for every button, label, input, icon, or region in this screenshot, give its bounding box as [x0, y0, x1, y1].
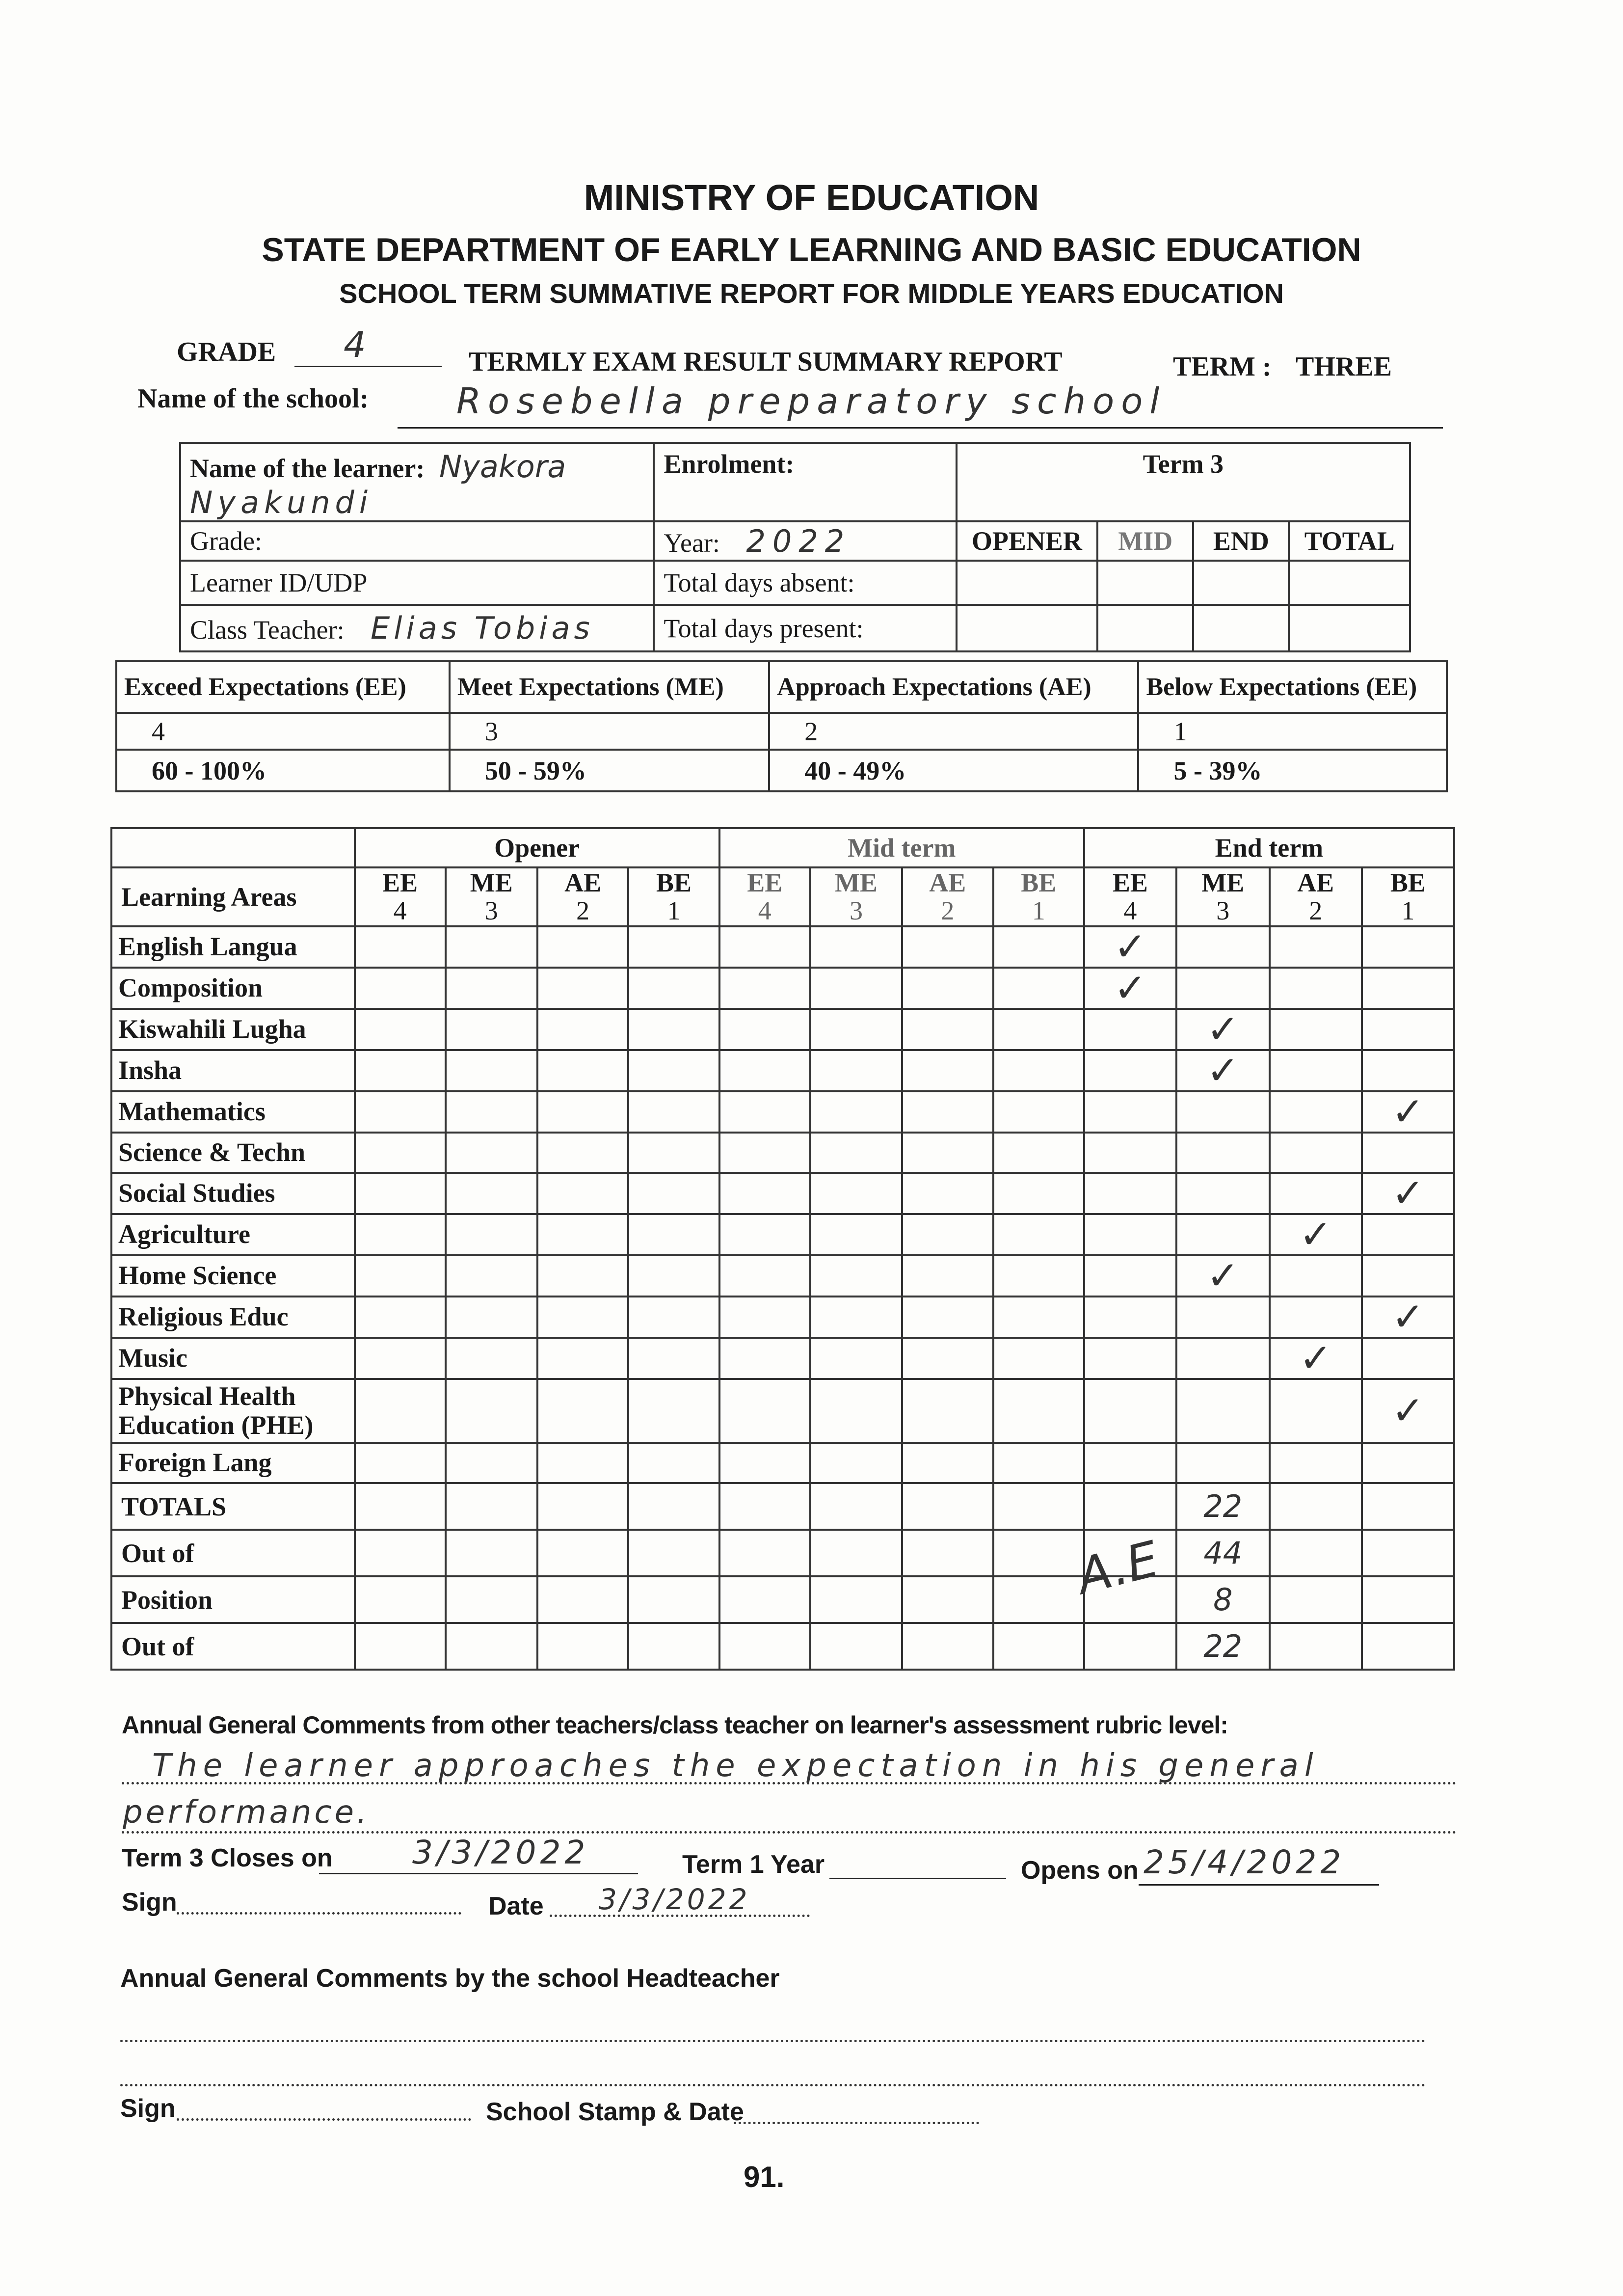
year-value: 2022	[746, 523, 851, 559]
level-point: 2	[941, 896, 955, 925]
grade-field-label: Grade:	[180, 521, 654, 561]
level-code: EE	[382, 868, 418, 898]
stamp-label: School Stamp & Date	[486, 2098, 744, 2126]
level-code: BE	[1021, 868, 1057, 898]
tick-mark: ✓	[1362, 1091, 1454, 1133]
table-row	[111, 1091, 1454, 1133]
table-row	[111, 1173, 1454, 1214]
level-header-0-2	[537, 867, 629, 926]
rubric-ranges-3: 5 - 39%	[1138, 750, 1447, 791]
level-code: ME	[1201, 868, 1245, 898]
tick-mark: ✓	[1362, 1379, 1454, 1443]
learning-area-name: English Langua	[111, 926, 355, 968]
term1-year-label: Term 1 Year	[682, 1850, 825, 1879]
school-value: Rosebella preparatory school	[456, 380, 1167, 422]
level-code: ME	[834, 868, 878, 898]
tick-mark: ✓	[1176, 1255, 1270, 1297]
rubric-ranges-2: 40 - 49%	[769, 750, 1138, 791]
level-code: BE	[656, 868, 692, 898]
level-header-1-3	[993, 867, 1084, 926]
class-teacher-value: Elias Tobias	[371, 610, 594, 646]
rubric-table	[115, 660, 1448, 792]
total-col: TOTAL	[1289, 521, 1410, 561]
date-value: 3/3/2022	[599, 1883, 750, 1916]
level-point: 2	[576, 896, 590, 925]
summary-value: 44	[1176, 1530, 1270, 1576]
rubric-headers-3: Below Expectations (EE)	[1138, 661, 1447, 713]
level-code: ME	[470, 868, 513, 898]
tick-mark: ✓	[1176, 1050, 1270, 1091]
mid-col: MID	[1097, 521, 1193, 561]
summary-row	[111, 1483, 1454, 1530]
rubric-points-1: 3	[450, 713, 769, 750]
level-header-0-3	[628, 867, 719, 926]
learning-area-name: Foreign Lang	[111, 1443, 355, 1483]
table-row	[111, 1050, 1454, 1091]
level-code: EE	[1112, 868, 1148, 898]
tick-mark: ✓	[1084, 926, 1176, 968]
summary-row	[111, 1623, 1454, 1670]
summary-value: 8	[1176, 1576, 1270, 1623]
learner-name-value-2: Nyakundi	[190, 485, 373, 520]
summary-value: 22	[1176, 1623, 1270, 1670]
grade-label: GRADE	[177, 337, 276, 367]
teacher-comments-label: Annual General Comments from other teachers/class teacher on learner's assessment rubric level:	[122, 1711, 1228, 1739]
level-code: EE	[747, 868, 783, 898]
level-header-1-0	[719, 867, 810, 926]
report-type-title: SCHOOL TERM SUMMATIVE REPORT FOR MIDDLE YEARS EDUCATION	[339, 278, 1284, 309]
level-code: AE	[1297, 868, 1334, 898]
learning-area-name: Kiswahili Lugha	[111, 1009, 355, 1050]
opener-col: OPENER	[957, 521, 1098, 561]
ministry-title: MINISTRY OF EDUCATION	[584, 177, 1039, 218]
level-point: 4	[393, 896, 407, 925]
learner-name-value-1: Nyakora	[439, 449, 566, 485]
learning-area-name: Insha	[111, 1050, 355, 1091]
level-point: 4	[758, 896, 772, 925]
tick-mark: ✓	[1270, 1338, 1362, 1379]
rubric-ranges-0: 60 - 100%	[116, 750, 450, 791]
level-point: 1	[1401, 896, 1415, 925]
days-absent-label: Total days absent:	[654, 561, 956, 605]
level-point: 3	[484, 896, 498, 925]
table-row	[111, 1338, 1454, 1379]
level-header-2-1	[1176, 867, 1270, 926]
learning-area-name: Religious Educ	[111, 1297, 355, 1338]
summary-label: Out of	[111, 1623, 355, 1670]
assessment-table	[110, 827, 1455, 1671]
table-row	[111, 926, 1454, 968]
term-label: TERM :	[1173, 351, 1272, 382]
learner-info-table	[179, 442, 1411, 652]
level-code: AE	[564, 868, 602, 898]
level-header-2-3	[1362, 867, 1454, 926]
learning-area-name: Physical Health Education (PHE)	[111, 1379, 355, 1443]
summary-label: TOTALS	[111, 1483, 355, 1530]
tick-mark: ✓	[1084, 968, 1176, 1009]
tick-mark: ✓	[1270, 1214, 1362, 1255]
level-header-0-0	[355, 867, 446, 926]
rubric-headers-1: Meet Expectations (ME)	[450, 661, 769, 713]
level-header-1-1	[810, 867, 902, 926]
opens-value: 25/4/2022	[1144, 1843, 1345, 1881]
summary-title: TERMLY EXAM RESULT SUMMARY REPORT	[469, 347, 1063, 377]
table-row	[111, 1379, 1454, 1443]
level-header-0-1	[446, 867, 537, 926]
date-label: Date	[488, 1892, 544, 1920]
level-header-1-2	[902, 867, 993, 926]
summary-label: Position	[111, 1576, 355, 1623]
teacher-comment-line-2: performance.	[123, 1794, 370, 1831]
level-code: AE	[929, 868, 966, 898]
level-point: 1	[667, 896, 681, 925]
term-closes-value: 3/3/2022	[412, 1834, 589, 1871]
table-row	[111, 1297, 1454, 1338]
period-header-0: Opener	[355, 828, 719, 867]
teacher-comment-line-1: The learner approaches the expectation in his general	[152, 1748, 1319, 1784]
rubric-headers-0: Exceed Expectations (EE)	[116, 661, 450, 713]
tick-mark: ✓	[1362, 1297, 1454, 1338]
rubric-points-2: 2	[769, 713, 1138, 750]
period-header-1: Mid term	[719, 828, 1084, 867]
level-point: 2	[1309, 896, 1323, 925]
sign-label: Sign	[122, 1888, 177, 1917]
department-title: STATE DEPARTMENT OF EARLY LEARNING AND BASIC EDUCATION	[262, 231, 1361, 269]
period-header-2: End term	[1084, 828, 1454, 867]
level-header-2-0	[1084, 867, 1176, 926]
table-row	[111, 1443, 1454, 1483]
learning-area-name: Music	[111, 1338, 355, 1379]
table-row	[111, 968, 1454, 1009]
rubric-headers-2: Approach Expectations (AE)	[769, 661, 1138, 713]
term-heading: Term 3	[957, 443, 1410, 521]
level-point: 1	[1032, 896, 1045, 925]
table-row	[111, 1255, 1454, 1297]
rubric-ranges-1: 50 - 59%	[450, 750, 769, 791]
learning-area-name: Agriculture	[111, 1214, 355, 1255]
table-row	[111, 1009, 1454, 1050]
learning-area-name: Social Studies	[111, 1173, 355, 1214]
summary-row	[111, 1576, 1454, 1623]
page-number: 91.	[744, 2161, 785, 2193]
learner-name-label: Name of the learner:	[190, 454, 425, 483]
grade-value: 4	[344, 324, 366, 365]
table-row	[111, 1214, 1454, 1255]
tick-mark: ✓	[1362, 1173, 1454, 1214]
summary-row	[111, 1530, 1454, 1576]
class-teacher-label: Class Teacher:	[190, 615, 345, 645]
table-row	[111, 1133, 1454, 1173]
level-point: 3	[849, 896, 863, 925]
headteacher-comments-label: Annual General Comments by the school Headteacher	[120, 1964, 780, 1993]
level-header-2-2	[1270, 867, 1362, 926]
level-point: 4	[1123, 896, 1137, 925]
days-present-label: Total days present:	[654, 605, 956, 651]
term-closes-label: Term 3 Closes on	[122, 1844, 333, 1872]
opens-label: Opens on	[1021, 1856, 1139, 1885]
overall-mark: A.E	[1071, 1530, 1164, 1606]
tick-mark: ✓	[1176, 1009, 1270, 1050]
learning-area-name: Home Science	[111, 1255, 355, 1297]
school-label: Name of the school:	[137, 383, 369, 414]
year-label: Year:	[664, 528, 720, 558]
summary-value: 22	[1176, 1483, 1270, 1530]
learning-area-name: Composition	[111, 968, 355, 1009]
rubric-points-0: 4	[116, 713, 450, 750]
learner-id-label: Learner ID/UDP	[180, 561, 654, 605]
level-code: BE	[1390, 868, 1426, 898]
enrolment-label: Enrolment:	[654, 443, 956, 521]
term-value: THREE	[1296, 351, 1392, 382]
learning-area-name: Science & Techn	[111, 1133, 355, 1173]
end-col: END	[1193, 521, 1289, 561]
sign-label-2: Sign	[120, 2094, 176, 2123]
rubric-points-3: 1	[1138, 713, 1447, 750]
learning-areas-header: Learning Areas	[111, 867, 355, 926]
summary-label: Out of	[111, 1530, 355, 1576]
learning-area-name: Mathematics	[111, 1091, 355, 1133]
level-point: 3	[1216, 896, 1230, 925]
